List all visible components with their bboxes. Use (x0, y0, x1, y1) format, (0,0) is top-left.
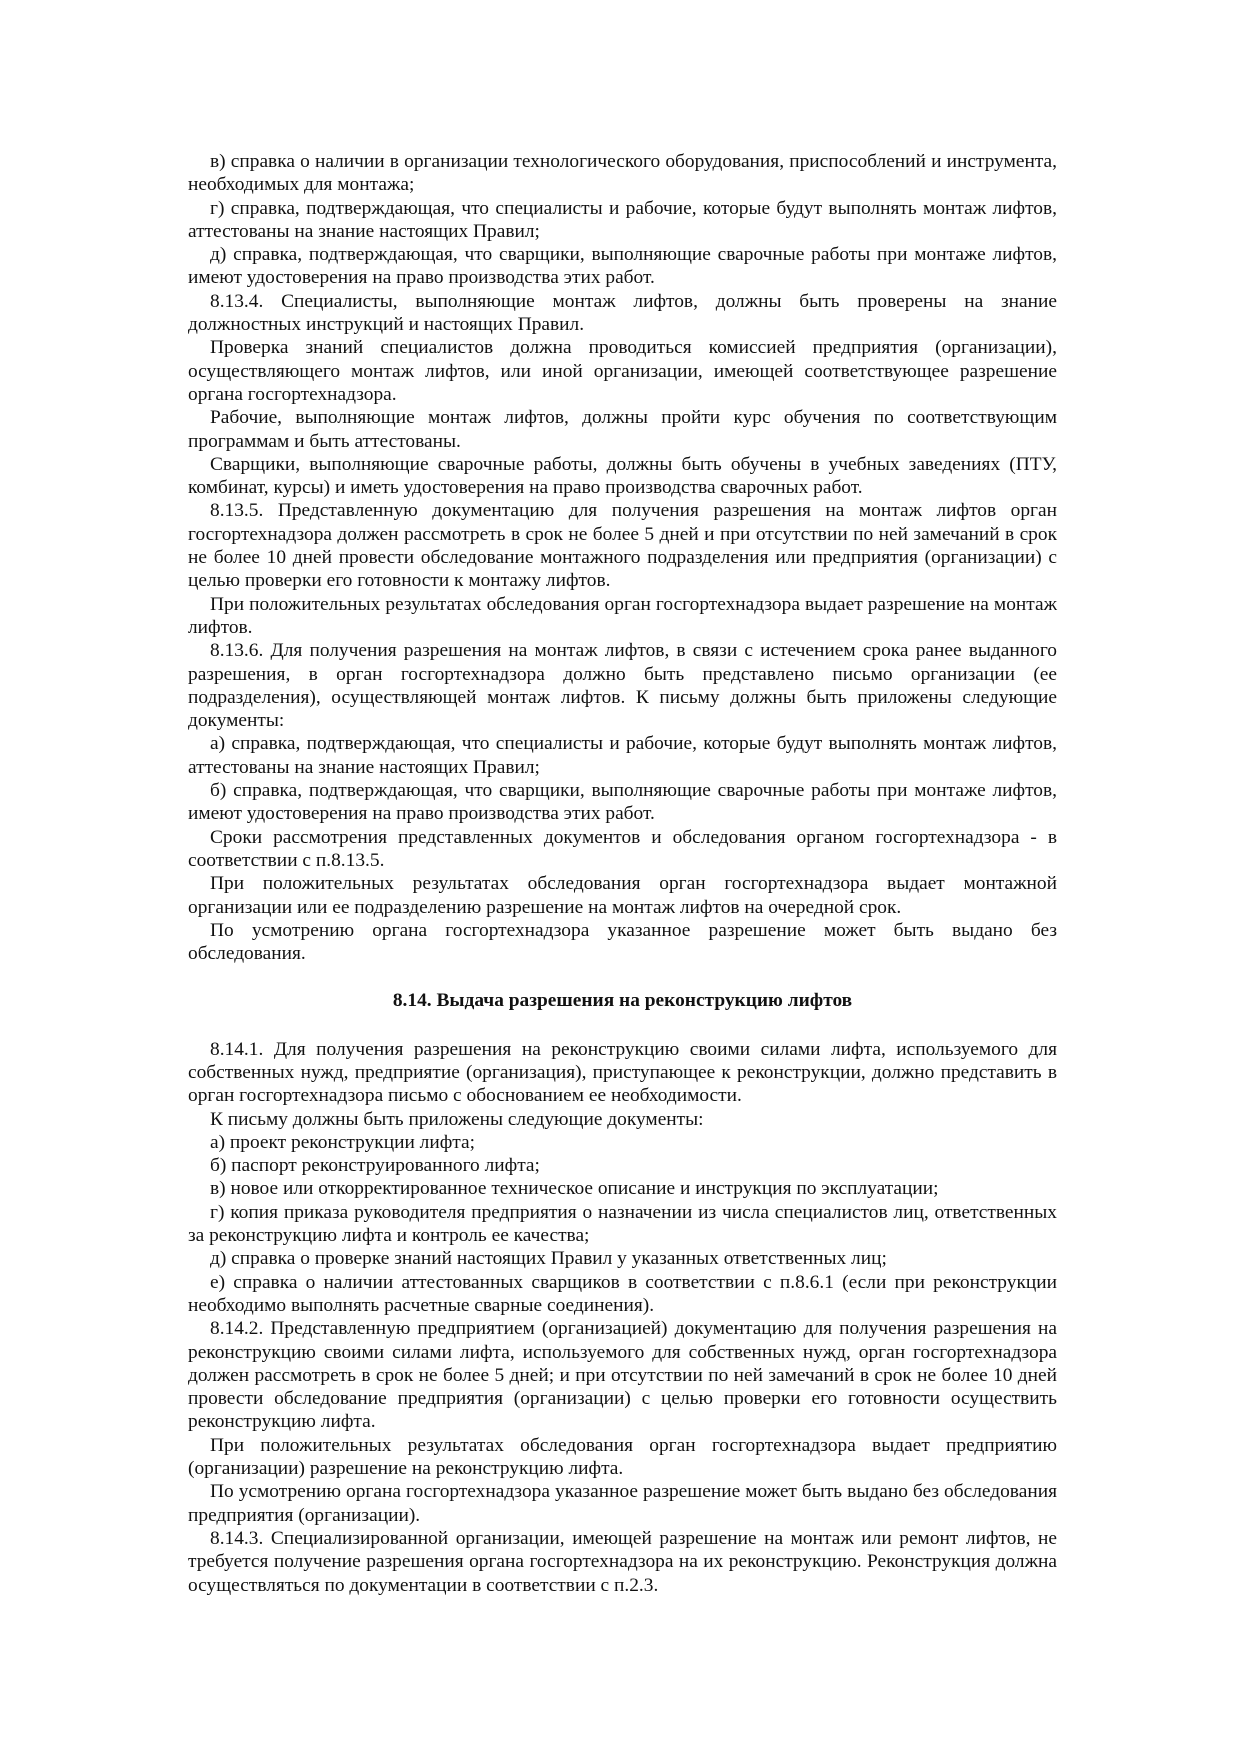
paragraph-8-13-6: 8.13.6. Для получения разрешения на монтаж лифтов, в связи с истечением срока ранее выданного разрешения, в орган госгортехнадзора должно быть представлено письмо организации (ее подразделения), осуществляющей монтаж лифтов. К письму должны быть приложены следующие документы: (188, 640, 1057, 732)
paragraph-b-passport: б) паспорт реконструированного лифта; (210, 1155, 540, 1177)
paragraph-d-knowledge-certificate: д) справка о проверке знаний настоящих Правил у указанных ответственных лиц; (210, 1248, 887, 1270)
paragraph-d-welders-certificate: д) справка, подтверждающая, что сварщики, выполняющие сварочные работы при монтаже лифтов, имеют удостоверения на право производства этих работ. (188, 244, 1057, 289)
paragraph-welders-training: Сварщики, выполняющие сварочные работы, должны быть обучены в учебных заведениях (ПТУ, комбинат, курсы) и иметь удостоверения на право производства сварочных работ. (188, 453, 1057, 499)
paragraph-review-terms: Сроки рассмотрения представленных документов и обследования органом госгортехнадзора - в соответствии с п.8.13.5. (188, 826, 1057, 871)
paragraph-v-description: в) новое или откорректированное техническое описание и инструкция по эксплуатации; (210, 1178, 939, 1200)
paragraph-8-14-1: 8.14.1. Для получения разрешения на реконструкцию своими силами лифта, используемого для собственных нужд, предприятие (организация), приступающее к реконструкции, должно представить в орган госгортехнадзора письмо с обоснованием ее необходимости. (188, 1038, 1057, 1107)
paragraph-a-project: а) проект реконструкции лифта; (210, 1131, 475, 1153)
paragraph-attached-documents: К письму должны быть приложены следующие документы: (210, 1108, 704, 1130)
paragraph-positive-results-permit: При положительных результатах обследования орган госгортехнадзора выдает разрешение на монтаж лифтов. (188, 593, 1057, 638)
paragraph-reconstruction-permit: При положительных результатах обследования орган госгортехнадзора выдает предприятию (организации) разрешение на реконструкцию лифта. (188, 1434, 1057, 1480)
section-heading-8-14: 8.14. Выдача разрешения на реконструкцию лифтов (392, 990, 853, 1012)
paragraph-b-welders-certificate: б) справка, подтверждающая, что сварщики, выполняющие сварочные работы при монтаже лифтов, имеют удостоверения на право производства этих работ. (188, 780, 1057, 825)
paragraph-8-14-2: 8.14.2. Представленную предприятием (организацией) документацию для получения разрешения на реконструкцию своими силами лифта, используемого для собственных нужд, орган госгортехнадзора должен рассмотреть в срок не более 5 дней; и при отсутствии по ней замечаний в срок не более 10 дней провести обследование предприятия (организации) с целью проверки его готовности осуществить реконструкцию лифта. (188, 1318, 1057, 1433)
paragraph-reconstruction-without-inspection: По усмотрению органа госгортехнадзора указанное разрешение может быть выдано без обследования предприятия (организации). (188, 1481, 1057, 1526)
document-page (188, 150, 1057, 1597)
paragraph-knowledge-check: Проверка знаний специалистов должна проводиться комиссией предприятия (организации), осуществляющего монтаж лифтов, или иной организации, имеющей соответствующее разрешение органа госгортехнадзора. (188, 337, 1057, 405)
paragraph-g-staff-certificate: г) справка, подтверждающая, что специалисты и рабочие, которые будут выполнять монтаж лифтов, аттестованы на знание настоящих Правил; (188, 197, 1057, 242)
paragraph-8-13-4: 8.13.4. Специалисты, выполняющие монтаж лифтов, должны быть проверены на знание должностных инструкций и настоящих Правил. (188, 290, 1057, 336)
paragraph-without-inspection: По усмотрению органа госгортехнадзора указанное разрешение может быть выдано без обследования. (188, 919, 1057, 965)
paragraph-a-staff-certificate: а) справка, подтверждающая, что специалисты и рабочие, которые будут выполнять монтаж лифтов, аттестованы на знание настоящих Правил; (188, 733, 1057, 778)
paragraph-next-term-permit: При положительных результатах обследования орган госгортехнадзора выдает монтажной организации или ее подразделению разрешение на монтаж лифтов на очередной срок. (188, 873, 1057, 918)
paragraph-v-equipment-certificate: в) справка о наличии в организации технологического оборудования, приспособлений и инструмента, необходимых для монтажа; (188, 151, 1057, 196)
paragraph-e-welders-certificate: е) справка о наличии аттестованных сварщиков в соответствии с п.8.6.1 (если при реконструкции необходимо выполнять расчетные сварные соединения). (188, 1271, 1057, 1316)
paragraph-workers-training: Рабочие, выполняющие монтаж лифтов, должны пройти курс обучения по соответствующим программам и быть аттестованы. (188, 407, 1057, 452)
paragraph-8-14-3: 8.14.3. Специализированной организации, имеющей разрешение на монтаж или ремонт лифтов, не требуется получение разрешения органа госгортехнадзора на их реконструкцию. Реконструкция должна осуществляться по документации в соответствии с п.2.3. (188, 1527, 1057, 1596)
paragraph-g-order-copy: г) копия приказа руководителя предприятия о назначении из числа специалистов лиц, ответственных за реконструкцию лифта и контроль ее качества; (188, 1201, 1057, 1247)
paragraph-8-13-5: 8.13.5. Представленную документацию для получения разрешения на монтаж лифтов орган госгортехнадзора должен рассмотреть в срок не более 5 дней и при отсутствии по ней замечаний в срок не более 10 дней провести обследование монтажного подразделения или предприятия (организации) с целью проверки его готовности к монтажу лифтов. (188, 500, 1057, 592)
